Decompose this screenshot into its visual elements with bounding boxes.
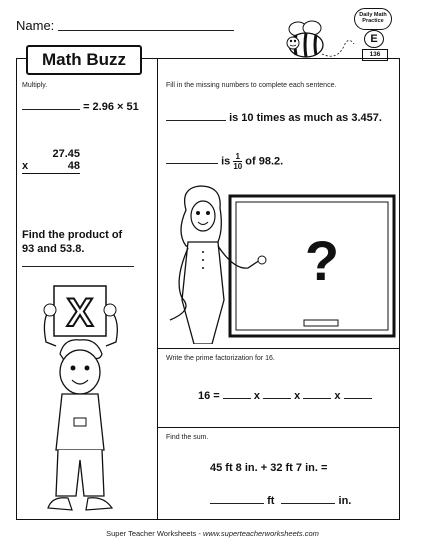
sum-equation: 45 ft 8 in. + 32 ft 7 in. = (210, 462, 328, 474)
divider-2 (157, 427, 400, 428)
sum-ft-label: ft (267, 495, 275, 507)
footer-url[interactable]: www.superteacherworksheets.com (202, 529, 319, 538)
fraction-denominator: 10 (233, 162, 243, 171)
pf-x-2: x (294, 390, 301, 402)
pf-lhs: 16 = (198, 390, 220, 402)
pf-x-1: x (253, 390, 260, 402)
vm-bottom: 48 (67, 160, 80, 172)
sum-in-blank[interactable] (281, 503, 335, 504)
answer-blank-s1[interactable] (166, 120, 226, 121)
prime-factor-instruction: Write the prime factorization for 16. (166, 355, 275, 362)
page-title: Math Buzz (26, 45, 142, 75)
pf-blank-2[interactable] (263, 398, 291, 399)
answer-blank-product[interactable] (22, 266, 134, 267)
sentence-2-is: is (221, 155, 231, 168)
equation-1 (22, 101, 139, 113)
fraction-numerator: 1 (233, 152, 242, 162)
badge-line2: Practice (362, 18, 384, 24)
vm-top: 27.45 (52, 148, 80, 160)
pf-blank-3[interactable] (303, 398, 331, 399)
badge-level: E (364, 30, 384, 48)
pf-blank-1[interactable] (223, 398, 251, 399)
pf-x-3: x (334, 390, 341, 402)
pf-blank-4[interactable] (344, 398, 372, 399)
fill-in-instruction: Fill in the missing numbers to complete each sentence. (166, 82, 337, 89)
sentence-1 (166, 112, 382, 124)
sentence-2 (166, 152, 283, 171)
sentence-2-rest: of 98.2. (245, 155, 284, 168)
prime-factorization (198, 390, 372, 402)
daily-practice-badge (354, 8, 392, 30)
name-row (16, 18, 234, 33)
answer-blank-1[interactable] (22, 109, 80, 110)
column-divider (157, 58, 158, 520)
fraction (233, 152, 242, 171)
product-question (22, 228, 122, 256)
footer-site-name: Super Teacher Worksheets - (106, 529, 201, 538)
product-q-line1: Find the product of (22, 229, 123, 241)
equation-1-text: = 2.96 × 51 (83, 101, 139, 113)
teacher-chalkboard-illustration (164, 180, 398, 344)
multiply-instruction: Multiply. (22, 82, 48, 89)
boy-holding-sign-illustration (34, 282, 134, 518)
sentence-1-text: is 10 times as much as 3.457. (229, 112, 382, 124)
sum-instruction: Find the sum. (166, 434, 209, 441)
vm-op: x (22, 160, 29, 172)
name-field[interactable] (58, 18, 234, 31)
sum-ft-blank[interactable] (210, 503, 264, 504)
sum-answer (210, 495, 351, 507)
divider-1 (157, 348, 400, 349)
name-label: Name: (16, 18, 55, 33)
footer (0, 529, 425, 538)
answer-blank-s2[interactable] (166, 163, 218, 164)
board-question-mark: ? (304, 229, 340, 292)
vertical-multiplication (22, 148, 80, 174)
card-letter: X (66, 291, 94, 335)
badge-line1: Daily Math (359, 12, 387, 18)
sum-in-label: in. (338, 495, 352, 507)
product-q-line2: 93 and 53.8. (22, 243, 85, 255)
badge-number: 136 (362, 49, 388, 61)
